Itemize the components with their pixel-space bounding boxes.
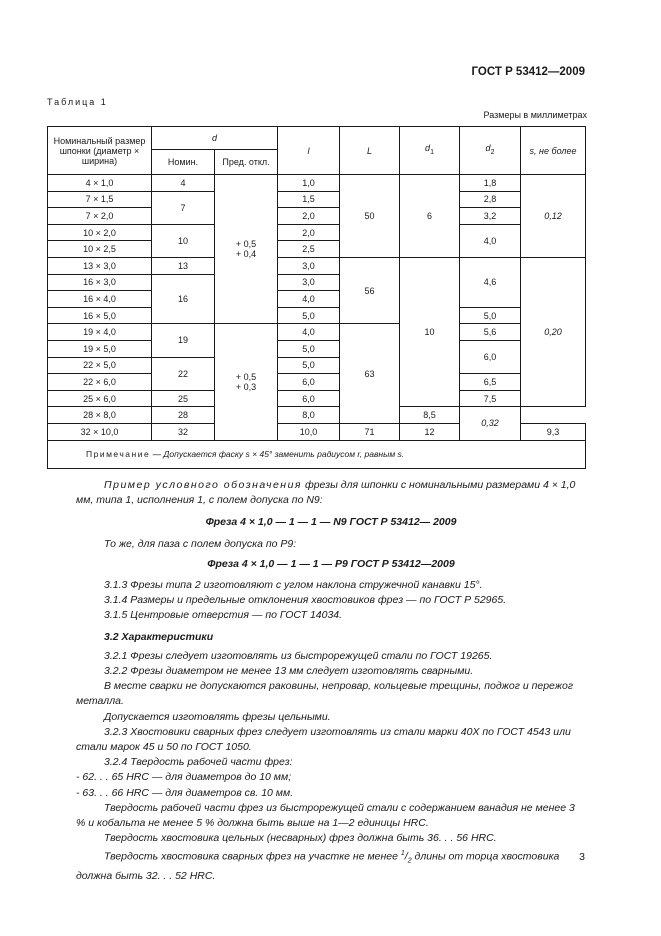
table-row: 16 × 5,0 5,0 5,0 bbox=[48, 307, 586, 324]
designation-example: Пример условного обозначения фрезы для шпонки с номинальными размерами 4 × 1,0 мм, типа 1, исполнения 1, с полем допуска по N9: bbox=[76, 479, 576, 507]
header-nominal-size: Номинальный размер шпонки (диаметр × ширина) bbox=[48, 127, 152, 175]
table-row: 19 × 5,0 5,0 6,0 bbox=[48, 340, 586, 357]
section-heading-3-2: 3.2 Характеристики bbox=[104, 630, 214, 643]
header-d: d bbox=[152, 127, 278, 150]
table-row: 32 × 10,0 32 10,0 71 12 9,3 bbox=[48, 423, 586, 440]
table-row: 28 × 8,0 28 8,0 8,5 0,32 bbox=[48, 407, 586, 424]
formula-n9: Фреза 4 × 1,0 — 1 — 1 — N9 ГОСТ Р 53412— 2009 bbox=[205, 516, 457, 529]
dimensions-table bbox=[47, 126, 586, 469]
clause-3-2-1: 3.2.1 Фрезы следует изготовлять из быстрорежущей стали по ГОСТ 19265. bbox=[104, 649, 493, 662]
table-row: 19 × 4,0 19 + 0,5 + 0,3 4,0 63 5,6 bbox=[48, 324, 586, 341]
hss-hardness-text: Твердость рабочей части фрез из быстрорежущей стали с содержанием ванадия не менее 3 % и кобальта не менее 5 % должна быть выше на 1—2 единицы HRC. bbox=[76, 801, 575, 830]
clause-3-2-4: 3.2.4 Твердость рабочей части фрез: bbox=[104, 756, 293, 769]
table-row: 10 × 2,0 10 2,0 4,0 bbox=[48, 224, 586, 241]
solid-allowed-text: Допускается изготовлять фрезы цельными. bbox=[104, 710, 331, 723]
shank-hardness-text: Твердость хвостовика цельных (несварных) фрез должна быть 36. . . 56 HRC. bbox=[104, 832, 497, 845]
page-number: 3 bbox=[579, 851, 585, 863]
welding-defects-text: В месте сварки не допускаются раковины, непровар, кольцевые трещины, поджог и пережог металла. bbox=[76, 680, 574, 708]
clause-3-1-5: 3.1.5 Центровые отверстия — по ГОСТ 14034. bbox=[104, 609, 343, 622]
table-row: 4 × 1,0 4 + 0,5 + 0,4 1,0 50 6 1,8 0,12 bbox=[48, 175, 586, 192]
header-s: s, не более bbox=[521, 127, 586, 175]
welded-shank-hardness-text: Твердость хвостовика сварных фрез на участке не менее $^1/_2$ длины от торца хвостовика должна быть 32. . . 52 HRC. bbox=[76, 850, 560, 883]
header-d-dev: Пред. откл. bbox=[215, 150, 278, 175]
table-row: 10 × 2,5 2,5 bbox=[48, 241, 586, 258]
clause-3-1-4: 3.1.4 Размеры и предельные отклонения хвостовиков фрез — по ГОСТ Р 52965. bbox=[104, 594, 507, 607]
table-note bbox=[48, 440, 586, 468]
note-text: — Допускается фаску s × 45° заменить радиусом r, равным s. bbox=[150, 449, 405, 459]
table-row: 16 × 4,0 4,0 bbox=[48, 291, 586, 308]
table-units: Размеры в миллиметрах bbox=[483, 110, 587, 120]
table-caption: Таблица 1 bbox=[47, 97, 108, 107]
header-L: L bbox=[340, 127, 400, 175]
table-row: 25 × 6,0 25 6,0 7,5 bbox=[48, 390, 586, 407]
header-l: l bbox=[278, 127, 340, 175]
document-id: ГОСТ Р 53412—2009 bbox=[471, 66, 585, 78]
table-row: 7 × 2,0 2,0 3,2 bbox=[48, 208, 586, 225]
same-p9-text: То же, для паза с полем допуска по P9: bbox=[104, 537, 297, 550]
table-row: 16 × 3,0 16 3,0 bbox=[48, 274, 586, 291]
clause-3-2-2: 3.2.2 Фрезы диаметром не менее 13 мм следует изготовлять сварными. bbox=[104, 665, 474, 678]
header-d1: $d_1$ bbox=[400, 127, 460, 175]
header-d-nom: Номин. bbox=[152, 150, 215, 175]
table-row: 22 × 6,0 6,0 6,5 bbox=[48, 374, 586, 391]
body-text bbox=[76, 478, 586, 884]
clause-3-1-3: 3.1.3 Фрезы типа 2 изготовляют с углом наклона стружечной канавки 15°. bbox=[104, 579, 483, 592]
list-item: - 62. . . 65 HRC — для диаметров до 10 мм; bbox=[76, 771, 292, 784]
table-row: 7 × 1,5 7 1,5 2,8 bbox=[48, 191, 586, 208]
list-item: - 63. . . 66 HRC — для диаметров св. 10 мм. bbox=[76, 786, 294, 799]
note-label: Примечание bbox=[86, 449, 151, 459]
table-row: 13 × 3,0 13 3,0 56 10 4,6 0,20 bbox=[48, 257, 586, 274]
clause-3-2-3: 3.2.3 Хвостовики сварных фрез следует изготовлять из стали марки 40Х по ГОСТ 4543 или стали марок 45 и 50 по ГОСТ 1050. bbox=[76, 725, 571, 754]
table-row: 22 × 5,0 22 5,0 bbox=[48, 357, 586, 374]
header-d2: $d_2$ bbox=[460, 127, 521, 175]
formula-p9: Фреза 4 × 1,0 — 1 — 1 — P9 ГОСТ Р 53412—2009 bbox=[207, 557, 455, 570]
